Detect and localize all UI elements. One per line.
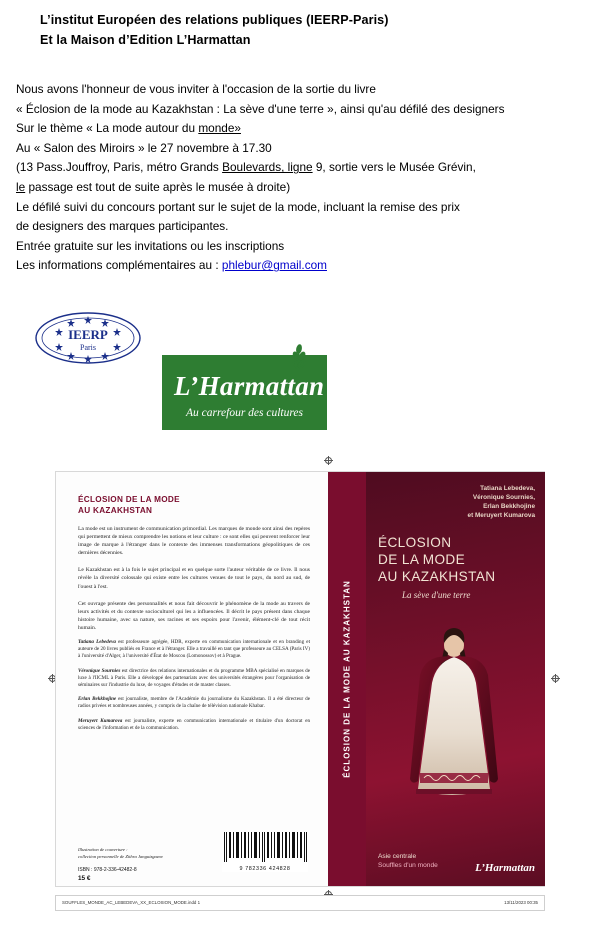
footer-filename: SOUFFLES_MONDE_AC_LEBEDEVA_XX_ECLOSION_MODE.indd 1	[62, 900, 201, 905]
header-line-1: L’institut Européen des relations publiques (IEERP-Paris)	[40, 13, 389, 27]
invite-line-5-text: (13 Pass.Jouffroy, Paris, métro Grands	[16, 160, 223, 175]
author-bio-3-name: Erlan Bekkhojine	[78, 696, 117, 703]
invite-line-6-text: passage est tout de suite après le musée à droite)	[25, 179, 291, 194]
invite-line-6	[16, 178, 594, 198]
invitation-body	[16, 80, 594, 276]
harmattan-logo-name: L’Harmattan	[174, 371, 325, 401]
invite-line-2: « Éclosion de la mode au Kazakhstan : La sève d'une terre », ainsi qu'au défilé des designers	[16, 101, 505, 116]
book-spine	[328, 472, 366, 886]
ieerp-logo	[33, 307, 143, 369]
invite-line-5-underlined: Boulevards, ligne	[222, 160, 313, 175]
front-cover-authors	[366, 484, 535, 520]
author-bio-3	[78, 696, 310, 710]
collection-line-2: Souffles d'un monde	[378, 862, 438, 869]
cover-credits	[78, 847, 163, 860]
invite-line-3-underlined: monde»	[198, 121, 241, 136]
invite-line-4: Au « Salon des Miroirs » le 27 novembre à 17.30	[16, 140, 272, 155]
front-cover-title	[378, 534, 496, 585]
author-bio-4	[78, 718, 310, 732]
book-back-cover	[56, 472, 328, 886]
harmattan-logo	[162, 355, 327, 430]
cover-credits-line-2: collection personnelle de Zithra Janguizgazov	[78, 853, 163, 859]
front-cover-collection	[378, 852, 438, 870]
price-text: 15 €	[78, 875, 91, 882]
invite-line-3-text: Sur le thème « La mode autour du	[16, 121, 199, 136]
invite-line-5-tail: 9, sortie vers le Musée Grévin,	[312, 160, 476, 175]
contact-email-link[interactable]: phlebur@gmail.com	[221, 258, 327, 273]
front-cover-publisher: L’Harmattan	[475, 862, 535, 874]
author-bio-1-text: est professeure agrégée, HDR, experte en communication internationale et en branding et auteure de 20 livres publiés en France et à l'étranger. Elle a travaillé en tant que professeure au CELSA (Paris IV) à l'université d'Alger, à l'université d'État de Moscou (Lomonossov) et à Prague.	[78, 639, 310, 660]
collection-line-1: Asie centrale	[378, 853, 417, 860]
front-cover-subtitle: La sève d'une terre	[402, 590, 471, 600]
back-cover-title-line-2: AU KAZAKHSTAN	[78, 506, 153, 515]
front-cover-author-4: et Meruyert Kumarova	[467, 512, 535, 519]
ieerp-logo-city: Paris	[80, 343, 96, 352]
registration-mark-right	[551, 674, 560, 683]
book-front-cover	[366, 472, 545, 886]
header-line-2: Et la Maison d’Edition L’Harmattan	[40, 33, 251, 47]
front-cover-author-3: Erlan Bekkhojine	[483, 503, 535, 510]
front-cover-author-2: Véronique Sournies,	[472, 494, 535, 501]
invite-line-7: Le défilé suivi du concours portant sur le sujet de la mode, incluant la remise des prix	[16, 199, 460, 214]
invite-line-5	[16, 158, 594, 178]
invite-line-8: de designers des marques participantes.	[16, 219, 229, 234]
author-bio-4-text: est journaliste, experte en communication internationale et titulaire d'un doctorat en sciences de l'information et de la communication.	[78, 717, 310, 731]
front-cover-author-1: Tatiana Lebedeva,	[480, 485, 535, 492]
author-bio-2-text: est directrice des relations internationales et du programme MBA spécialisé en marques de luxe à l'IICML à Paris. Elle a développé des partenariats avec des universités étrangères pour l'organisation de séminaires sur l'industrie du luxe, de voyages d'études et de master classes.	[78, 667, 310, 689]
author-bio-2-name: Véronique Sournies	[78, 667, 121, 674]
cover-credits-line-1: Illustration de couverture :	[78, 847, 128, 853]
author-bio-4-name: Meruyert Kumarova	[78, 717, 123, 724]
spine-title: ÉCLOSION DE LA MODE AU KAZAKHSTAN	[342, 580, 352, 778]
author-bio-3-text: est journaliste, membre de l'Académie du journalisme du Kazakhstan. Il a été directeur de radios privées et nombreuses années, y compris de la chaîne de télévision nationale Khabar.	[78, 696, 310, 710]
author-bio-1	[78, 639, 310, 661]
front-cover-title-line-3: AU KAZAKHSTAN	[378, 569, 496, 584]
registration-mark-top	[324, 456, 333, 465]
barcode-digits: 9 782336 424828	[239, 866, 291, 872]
author-bio-1-name: Tatiana Lebedeva	[78, 639, 116, 646]
event-header	[40, 10, 560, 50]
book-cover-spread	[55, 471, 545, 887]
back-cover-paragraph-3: Cet ouvrage présente des personnalités et nous fait découvrir le phénomène de la mode au travers de leurs activités et du contexte socioculturel qui les a influencées. Il décrit le pays présent dans chaque histoire humaine, avec sa nature, ses racines et ses espoirs pour l'avenir, élément-clé de tout récit humain.	[78, 600, 310, 631]
back-cover-title-line-1: ÉCLOSION DE LA MODE	[78, 495, 180, 504]
front-cover-title-line-2: DE LA MODE	[378, 552, 466, 567]
author-bio-2	[78, 668, 310, 690]
harmattan-logo-tagline: Au carrefour des cultures	[186, 407, 304, 419]
invite-line-10	[16, 256, 594, 276]
barcode	[222, 832, 308, 872]
back-cover-paragraph-2: Le Kazakhstan est à la fois le sujet principal et en quelque sorte l'auteur véritable de ce livre. Il nous révèle la diversité colossale qui existe entre les cultures venues de tout le pays, du nord au sud, de l'ouest à l'est.	[78, 567, 310, 590]
back-cover-paragraph-1: La mode est un instrument de communication primordial. Les marques de monde sont ainsi des repères qui permettent de mieux comprendre les notions et leur culture : ce sont elles qui peuvent renforcer leur image de marque à l'étranger dans le contexte des immenses transformations géopolitiques de ces dernières décennies.	[78, 526, 310, 557]
ieerp-logo-name: IEERP	[68, 327, 108, 342]
invite-line-6-underlined: le	[16, 179, 26, 194]
barcode-bars	[222, 832, 308, 862]
invite-line-9: Entrée gratuite sur les invitations ou les inscriptions	[16, 238, 285, 253]
front-cover-title-line-1: ÉCLOSION	[378, 535, 452, 550]
ieerp-logo-graphic	[33, 307, 143, 369]
document-footer	[55, 895, 545, 911]
contact-label: Les informations complémentaires au :	[16, 258, 222, 273]
invite-line-1: Nous avons l'honneur de vous inviter à l'occasion de la sortie du livre	[16, 82, 376, 96]
cover-illustration-woman	[394, 623, 514, 838]
isbn-text: ISBN : 978-2-336-42482-8	[78, 867, 137, 873]
invite-line-3	[16, 119, 594, 139]
footer-timestamp: 13/11/2023 00:35	[504, 900, 538, 905]
